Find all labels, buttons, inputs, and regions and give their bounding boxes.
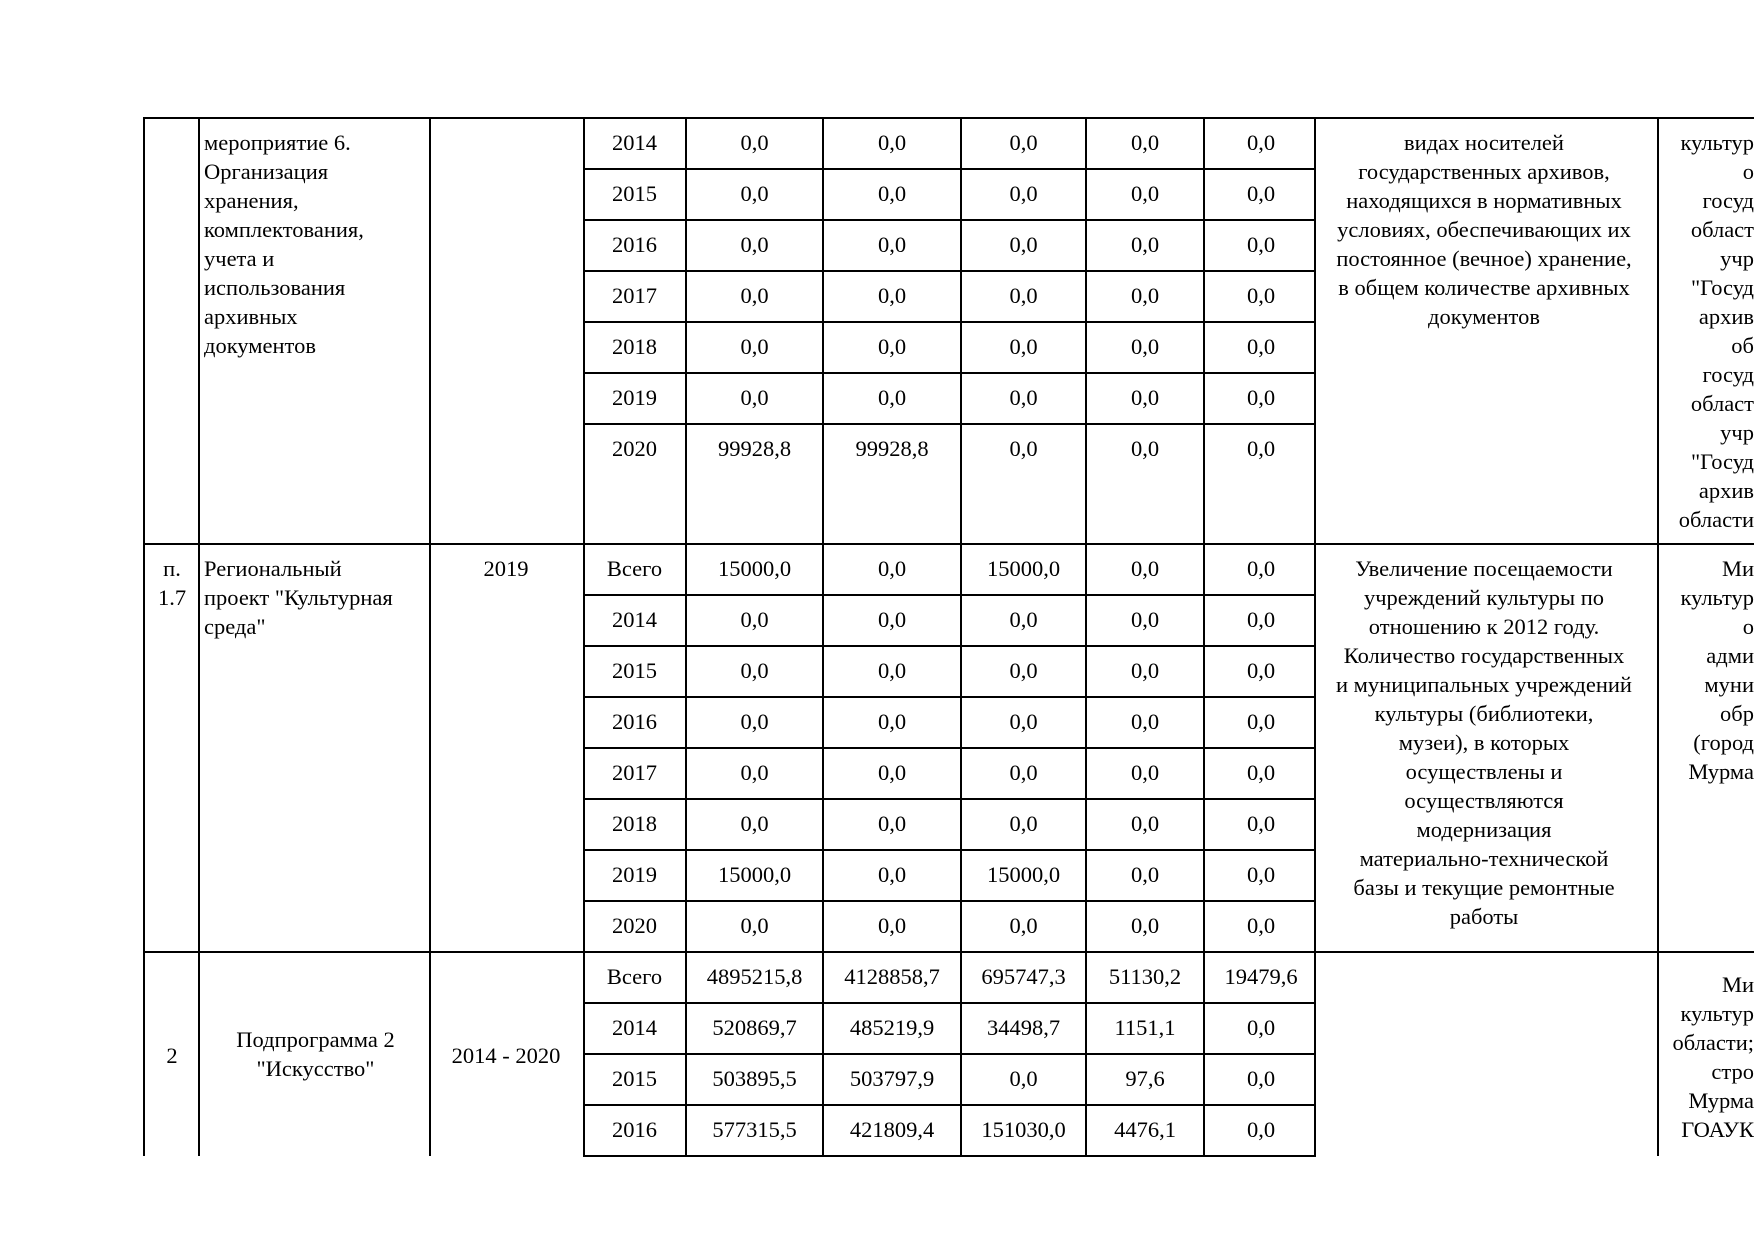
value-cell: 0,0 [1009, 1066, 1038, 1091]
value-cell: 520869,7 [712, 1015, 797, 1040]
section-6-executor: культур о госуд област учр "Госуд архив об госуд област учр "Госуд архив области [1678, 130, 1754, 532]
grid-line [960, 117, 962, 1157]
value-cell: 0,0 [740, 607, 769, 632]
year-cell: 2019 [612, 385, 657, 410]
grid-line [583, 594, 1315, 596]
grid-line [822, 117, 824, 1157]
value-cell: 15000,0 [986, 556, 1061, 581]
grid-line [198, 117, 200, 1156]
year-cell: 2020 [612, 436, 657, 461]
value-cell: 0,0 [1246, 913, 1276, 938]
year-cell: 2020 [612, 913, 657, 938]
value-cell: 4476,1 [1114, 1117, 1176, 1142]
grid-line [583, 117, 585, 1157]
year-cell: Всего [606, 964, 663, 989]
value-cell: 0,0 [877, 760, 907, 785]
value-cell: 0,0 [740, 760, 769, 785]
value-cell: 0,0 [1009, 607, 1038, 632]
value-cell: 0,0 [1130, 283, 1160, 308]
value-cell: 0,0 [1009, 913, 1038, 938]
value-cell: 0,0 [1130, 862, 1160, 887]
year-cell: 2015 [612, 181, 657, 206]
grid-line [583, 849, 1315, 851]
year-cell: Всего [606, 556, 663, 581]
grid-line [583, 1155, 1315, 1157]
year-cell: 2017 [612, 283, 657, 308]
grid-line [583, 270, 1315, 272]
value-cell: 0,0 [1130, 658, 1160, 683]
value-cell: 15000,0 [717, 862, 792, 887]
value-cell: 0,0 [877, 283, 907, 308]
section-1-7-indicator: Увеличение посещаемости учреждений культуры по отношению к 2012 году. Количество государственных и муниципальных учреждений культуры (библиотеки, музеи), в которых осуществлены и осуществляются модернизация материально-технической базы и текущие ремонтные работы [1336, 556, 1632, 929]
value-cell: 0,0 [877, 334, 907, 359]
value-cell: 0,0 [1009, 709, 1038, 734]
section-2-name: Подпрограмма 2 "Искусство" [236, 1027, 395, 1081]
value-cell: 0,0 [740, 709, 769, 734]
value-cell: 0,0 [740, 283, 769, 308]
grid-line [583, 1002, 1315, 1004]
value-cell: 0,0 [740, 181, 769, 206]
value-cell: 0,0 [877, 811, 907, 836]
value-cell: 0,0 [1009, 283, 1038, 308]
grid-line [583, 747, 1315, 749]
grid-line [429, 117, 431, 1156]
value-cell: 34498,7 [986, 1015, 1061, 1040]
grid-line [143, 117, 145, 1156]
value-cell: 0,0 [740, 232, 769, 257]
grid-line [583, 372, 1315, 374]
value-cell: 0,0 [1009, 232, 1038, 257]
value-cell: 0,0 [1246, 658, 1276, 683]
value-cell: 0,0 [1009, 334, 1038, 359]
value-cell: 0,0 [1130, 130, 1160, 155]
section-1-7-number: п. 1.7 [157, 556, 187, 610]
grid-line [1085, 117, 1087, 1157]
grid-line [583, 321, 1315, 323]
value-cell: 0,0 [1130, 709, 1160, 734]
value-cell: 0,0 [1130, 385, 1160, 410]
value-cell: 0,0 [1246, 862, 1276, 887]
value-cell: 0,0 [1246, 1117, 1276, 1142]
value-cell: 0,0 [1246, 436, 1276, 461]
section-6-indicator: видах носителей государственных архивов, находящихся в нормативных условиях, обеспечивающих их постоянное (вечное) хранение, в общем количестве архивных документов [1336, 130, 1632, 329]
value-cell: 0,0 [1130, 436, 1160, 461]
year-cell: 2017 [612, 760, 657, 785]
value-cell: 0,0 [877, 607, 907, 632]
year-cell: 2015 [612, 658, 657, 683]
grid-line [583, 696, 1315, 698]
value-cell: 1151,1 [1114, 1015, 1176, 1040]
value-cell: 0,0 [877, 385, 907, 410]
value-cell: 0,0 [1130, 232, 1160, 257]
value-cell: 0,0 [1246, 1015, 1276, 1040]
value-cell: 4128858,7 [844, 964, 940, 989]
year-cell: 2014 [612, 607, 657, 632]
grid-line [583, 798, 1315, 800]
grid-line [583, 1053, 1315, 1055]
value-cell: 0,0 [877, 709, 907, 734]
value-cell: 151030,0 [981, 1117, 1066, 1142]
value-cell: 695747,3 [981, 964, 1066, 989]
value-cell: 0,0 [740, 913, 769, 938]
section-2-executor: Ми культур области; стро Мурма ГОАУК [1672, 972, 1754, 1142]
grid-line [583, 900, 1315, 902]
year-cell: 2016 [612, 232, 657, 257]
value-cell: 0,0 [1246, 130, 1276, 155]
value-cell: 0,0 [1130, 334, 1160, 359]
value-cell: 421809,4 [849, 1117, 935, 1142]
value-cell: 503797,9 [849, 1066, 935, 1091]
value-cell: 0,0 [740, 130, 769, 155]
grid-line [685, 117, 687, 1157]
year-cell: 2016 [612, 709, 657, 734]
value-cell: 0,0 [1246, 811, 1276, 836]
value-cell: 0,0 [877, 913, 907, 938]
value-cell: 0,0 [1246, 385, 1276, 410]
value-cell: 485219,9 [849, 1015, 935, 1040]
value-cell: 15000,0 [986, 862, 1061, 887]
value-cell: 0,0 [1246, 334, 1276, 359]
year-cell: 2014 [612, 1015, 657, 1040]
value-cell: 0,0 [877, 181, 907, 206]
value-cell: 0,0 [877, 862, 907, 887]
grid-line [583, 168, 1315, 170]
value-cell: 0,0 [1246, 709, 1276, 734]
value-cell: 0,0 [1246, 607, 1276, 632]
value-cell: 15000,0 [717, 556, 792, 581]
value-cell: 0,0 [1130, 607, 1160, 632]
year-cell: 2019 [612, 862, 657, 887]
value-cell: 19479,6 [1224, 964, 1298, 989]
value-cell: 0,0 [740, 385, 769, 410]
value-cell: 0,0 [1246, 556, 1276, 581]
value-cell: 4895215,8 [706, 964, 803, 989]
value-cell: 0,0 [877, 232, 907, 257]
value-cell: 0,0 [1130, 811, 1160, 836]
value-cell: 0,0 [1130, 181, 1160, 206]
value-cell: 0,0 [740, 334, 769, 359]
section-2-number: 2 [166, 1043, 178, 1068]
value-cell: 0,0 [1009, 181, 1038, 206]
section-6-name: мероприятие 6. Организация хранения, комплектования, учета и использования архивных документов [204, 130, 364, 358]
section-2-period: 2014 - 2020 [451, 1043, 561, 1068]
value-cell: 0,0 [1246, 181, 1276, 206]
value-cell: 0,0 [1246, 283, 1276, 308]
grid-line [1657, 117, 1659, 1156]
value-cell: 503895,5 [712, 1066, 797, 1091]
grid-line [143, 951, 1754, 953]
grid-line [583, 645, 1315, 647]
year-cell: 2018 [612, 811, 657, 836]
value-cell: 0,0 [1009, 436, 1038, 461]
grid-line [143, 543, 1754, 545]
year-cell: 2014 [612, 130, 657, 155]
value-cell: 577315,5 [712, 1117, 797, 1142]
value-cell: 0,0 [1009, 811, 1038, 836]
value-cell: 0,0 [1009, 760, 1038, 785]
value-cell: 0,0 [1246, 1066, 1276, 1091]
value-cell: 0,0 [1130, 760, 1160, 785]
value-cell: 0,0 [877, 658, 907, 683]
year-cell: 2016 [612, 1117, 657, 1142]
value-cell: 0,0 [1009, 385, 1038, 410]
grid-line [583, 219, 1315, 221]
value-cell: 0,0 [1246, 232, 1276, 257]
value-cell: 0,0 [740, 811, 769, 836]
value-cell: 0,0 [740, 658, 769, 683]
value-cell: 97,6 [1125, 1066, 1165, 1091]
grid-line [1314, 117, 1316, 1157]
value-cell: 0,0 [877, 130, 907, 155]
value-cell: 99928,8 [717, 436, 792, 461]
value-cell: 0,0 [1009, 658, 1038, 683]
value-cell: 0,0 [1246, 760, 1276, 785]
value-cell: 0,0 [1130, 556, 1160, 581]
year-cell: 2018 [612, 334, 657, 359]
year-cell: 2015 [612, 1066, 657, 1091]
section-1-7-executor: Ми культур о адми муни обр (город Мурма [1680, 556, 1754, 784]
grid-line [583, 423, 1315, 425]
grid-line [143, 117, 1754, 119]
value-cell: 99928,8 [855, 436, 929, 461]
value-cell: 0,0 [877, 556, 907, 581]
grid-line [583, 1104, 1315, 1106]
value-cell: 0,0 [1130, 913, 1160, 938]
value-cell: 51130,2 [1108, 964, 1182, 989]
value-cell: 0,0 [1009, 130, 1038, 155]
section-1-7-name: Региональный проект "Культурная среда" [204, 556, 393, 639]
section-1-7-period: 2019 [483, 556, 529, 581]
grid-line [1203, 117, 1205, 1157]
